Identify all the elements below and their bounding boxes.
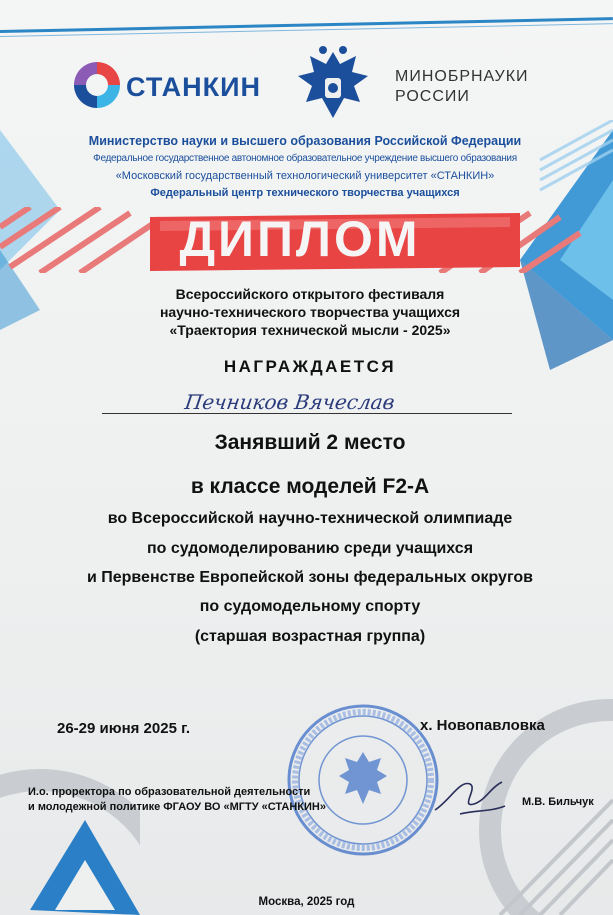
ministry-name: Министерство науки и высшего образования Российской Федерации — [88, 134, 522, 148]
institution-line2: «Московский государственный технологический университет «СТАНКИН» — [115, 170, 495, 182]
event-line3: и Первенстве Европейской зоны федеральных округов — [86, 569, 534, 586]
event-location: х. Новопавловка — [420, 717, 545, 734]
institution-line1: Федеральное государственное автономное образовательное учреждение высшего образования — [93, 153, 517, 164]
diploma-title: ДИПЛОМ — [179, 211, 421, 267]
stankin-logo-icon — [70, 58, 124, 112]
signatory-position-line1: И.о. проректора по образовательной деятельности — [28, 786, 311, 798]
awarded-label: НАГРАЖДАЕТСЯ — [223, 357, 397, 376]
class-text: в классе моделей F2-A — [190, 475, 430, 498]
signature-icon — [430, 770, 510, 820]
festival-line1: Всероссийского открытого фестиваля — [175, 286, 445, 302]
festival-line3: «Траектория технической мысли - 2025» — [169, 322, 451, 338]
ministry-logo-line1: МИНОБРНАУКИ — [395, 68, 529, 85]
event-line4: по судомодельному спорту — [199, 598, 421, 615]
ministry-logo-line2: РОССИИ — [395, 88, 470, 105]
recipient-name: Печников Вячеслав — [183, 390, 397, 414]
event-date: 26-29 июня 2025 г. — [57, 720, 190, 737]
signatory-name: М.В. Бильчук — [522, 796, 594, 808]
event-line5: (старшая возрастная группа) — [194, 628, 426, 645]
event-line1: во Всероссийской научно-технической олимпиаде — [107, 510, 513, 527]
russian-coat-of-arms-icon — [290, 42, 376, 128]
place-text: Занявший 2 место — [214, 431, 406, 454]
bottom-left-decoration — [0, 760, 140, 915]
official-stamp — [283, 700, 443, 860]
event-line2: по судомоделированию среди учащихся — [146, 540, 474, 557]
signatory-position-line2: и молодежной политике ФГАОУ ВО «МГТУ «СТАНКИН» — [28, 801, 326, 813]
stankin-logo-text: СТАНКИН — [126, 72, 261, 102]
festival-line2: научно-технического творчества учащихся — [159, 304, 461, 320]
center-name: Федеральный центр технического творчества учащихся — [150, 187, 460, 199]
footer-city-year: Москва, 2025 год — [258, 896, 355, 908]
